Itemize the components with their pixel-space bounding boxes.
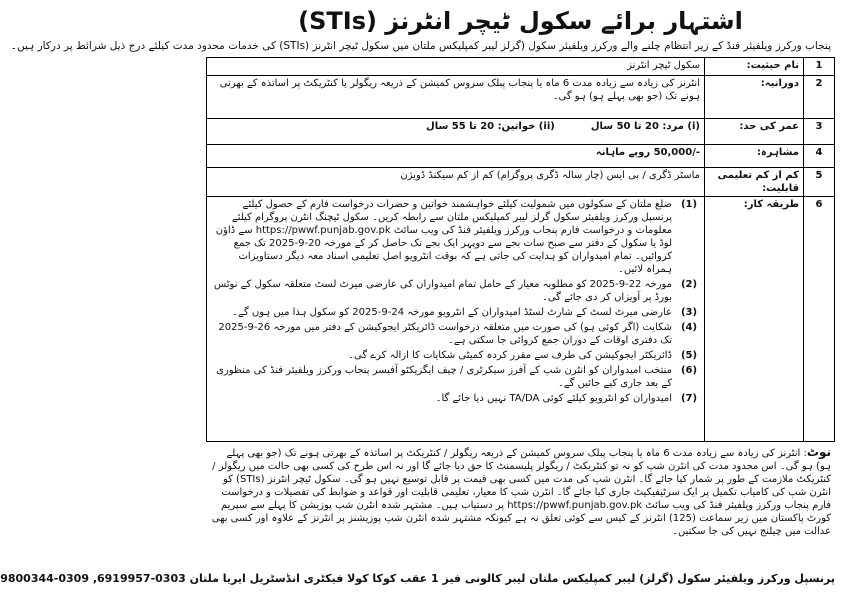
table-row: [207, 145, 835, 168]
row-number: 1: [804, 58, 835, 76]
step-index: (5): [680, 350, 698, 361]
age-limit-male: (i) مرد: 20 تا 50 سال: [590, 121, 700, 132]
list-item: [211, 198, 700, 276]
list-item: [211, 321, 700, 347]
row-label: کم از کم تعلیمی قابلیت:: [705, 168, 804, 197]
table-row: [207, 119, 835, 145]
list-item: [211, 364, 700, 390]
note-text: سکول ٹیچر انٹرنز (STIs) کو انٹرن شپ کی کامیاب تکمیل پر ایک سرٹیفیکیٹ جاری کیا جائے گا۔ انٹرن شپ کا معیار، تعلیمی قابلیت اور قواعد و ضوابط کی تفصیلات و درخواست فارم پنجاب ورکرز ویلفیئر فنڈ کی ویب سائٹ https://pwwf.punjab.gov.pk پر دستیاب ہیں۔: [221, 474, 831, 511]
step-index: (4): [680, 322, 698, 333]
note-label: نوٹ: [806, 445, 831, 459]
row-label: نام حیثیت:: [705, 58, 804, 76]
row-value: انٹرنز کی زیادہ سے زیادہ مدت 6 ماہ یا پنجاب پبلک سروس کمیشن کے ذریعہ ریگولر یا کنٹریکٹ پر اساتذہ کے بھرتی ہونے تک (جو بھی پہلے ہو) ہو گی۔: [207, 76, 705, 119]
row-value: -/50,000 روپے ماہانہ: [207, 145, 705, 168]
step-index: (1): [680, 199, 698, 210]
row-label: طریقہ کار:: [705, 197, 804, 442]
list-item: [211, 392, 700, 405]
table-row: [207, 58, 835, 76]
procedure-cell: [207, 197, 705, 442]
row-label: مشاہرہ:: [705, 145, 804, 168]
note-text: انٹرنز کی زیادہ سے زیادہ مدت 6 ماہ یا پنجاب پبلک سروس کمیشن کے ذریعہ ریگولر / کنٹریکٹ پر اساتذہ کے بھرتی ہونے تک (جو بھی پہلے ہو) ہو گی۔ اس محدود مدت کی انٹرن شپ کو نہ تو کنٹریکٹ / ریگولر پلیسمنٹ کا حق دیا جائے گا اور نہ اس طرح کی کسی بھی حالت میں ریگولر / کنٹریکٹ ملازمت کے طور پر شمار کیا جائے گا۔ انٹرن شپ کی مدت میں کسی بھی قیمت پر قابل توسیع نہیں ہو گی۔: [212, 448, 831, 485]
contact-footer: پرنسپل ورکرز ویلفیئر سکول (گرلز) لیبر کمپلیکس ملتان لیبر کالونی فیز 1 عقب کوکا کولا فیکٹری انڈسٹریل ایریا ملتان 0303-6919957, 0309-9800344: [0, 572, 835, 585]
note-section: نوٹ: انٹرنز کی زیادہ سے زیادہ مدت 6 ماہ یا پنجاب پبلک سروس کمیشن کے ذریعہ ریگولر / کنٹریکٹ پر اساتذہ کے بھرتی ہونے تک (جو بھی پہلے ہو) ہو گی۔ اس محدود مدت کی انٹرن شپ کو نہ تو کنٹریکٹ / ریگولر پلیسمنٹ کا حق دیا جائے گا اور نہ اس طرح کی کسی بھی حالت میں ریگولر / کنٹریکٹ ملازمت کے طور پر شمار کیا جائے گا۔ انٹرن شپ کی مدت میں کسی بھی قیمت پر قابل توسیع نہیں ہو گی۔ سکول ٹیچر انٹرنز (STIs) کو انٹرن شپ کی کامیاب تکمیل پر ایک سرٹیفیکیٹ جاری کیا جائے گا۔ انٹرن شپ کا معیار، تعلیمی قابلیت اور قواعد و ضوابط کی تفصیلات و درخواست فارم پنجاب ورکرز ویلفیئر فنڈ کی ویب سائٹ https://pwwf.punjab.gov.pk پر دستیاب ہیں۔ مشتہر شدہ انٹرن شپ پوزیشن کا پہلے سے سپریم کورٹ پاکستان میں زیر سماعت (125) انٹرنز کے کیس سے کوئی تعلق نہ ہے کیونکہ مشتہر شدہ انٹرن شپ پوزیشنز پر انٹرنز کے علاوہ اور کسی بھی عدالت میں چیلنج نہیں کی جا سکتیں۔: [211, 445, 831, 537]
step-index: (6): [680, 365, 698, 376]
step-text: امیدواران کو انٹرویو کیلئے کوئی TA/DA نہیں دیا جائے گا۔: [435, 393, 672, 404]
row-number: 6: [804, 197, 835, 442]
list-item: [211, 349, 700, 362]
headline: اشتہار برائے سکول ٹیچر انٹرنز (STIs): [298, 7, 743, 35]
step-text: ڈائریکٹر ایجوکیشن کی طرف سے مقرر کردہ کمیٹی شکایات کا ازالہ کرے گی۔: [348, 350, 672, 361]
list-item: [211, 278, 700, 304]
table-row: [207, 168, 835, 197]
row-number: 4: [804, 145, 835, 168]
step-text: ضلع ملتان کے سکولوں میں شمولیت کیلئے خواہشمند خواتین و حضرات درخواست فارم کے حصول کیلئے پرنسپل ورکرز ویلفیئر سکول گرلز لیبر کمپلیکس ملتان سے رابطہ کریں۔ سکول ٹیچنگ انٹرن پروگرام کیلئے معلومات و درخواست فارم پنجاب ورکرز ویلفیئر فنڈ کی ویب سائٹ https://pwwf.punjab.gov.pk سے ڈاؤن لوڈ یا سکول کے دفتر سے صبح سات بجے سے دوپہر ایک بجے تک حاصل کر کے مورخہ 20-9-2025 تک جمع کروائیں۔ تمام امیدواران کو ہدایت کی جاتی ہے کہ بوقت انٹرویو اصل تعلیمی اسناد معہ دیگر دستاویزات ہمراہ لائیں۔: [215, 199, 672, 275]
age-limit-female: (ii) خواتین: 20 تا 55 سال: [426, 121, 555, 132]
table-row: [207, 197, 835, 442]
step-index: (7): [680, 393, 698, 404]
step-text: عارضی میرٹ لسٹ کے شارٹ لسٹڈ امیدواران کے انٹرویو مورخہ 24-9-2025 کو سکول ہذا میں ہوں گے۔: [232, 307, 672, 318]
row-number: 5: [804, 168, 835, 197]
step-text: منتخب امیدواران کو انٹرن شپ کے آفرز سیکرٹری / چیف ایگزیکٹو آفیسر پنجاب ورکرز ویلفیئر فنڈ کی منظوری کے بعد جاری کیے جائیں گے۔: [216, 365, 672, 389]
row-value: سکول ٹیچر انٹرنز: [207, 58, 705, 76]
step-index: (3): [680, 307, 698, 318]
table-row: [207, 76, 835, 119]
intro-text: پنجاب ورکرز ویلفیئر فنڈ کے زیر انتظام چلنے والے ورکرز ویلفیئر سکول (گرلز لیبر کمپلیکس ملتان میں سکول ٹیچر انٹرنز (STIs) کی خدمات محدود مدت کیلئے درج ذیل شرائط پر درکار ہیں۔: [10, 40, 831, 52]
procedure-list: [211, 198, 700, 405]
row-label: عمر کی حد:: [705, 119, 804, 145]
row-number: 2: [804, 76, 835, 119]
row-label: دورانیہ:: [705, 76, 804, 119]
terms-table: [206, 57, 835, 442]
row-value: ماسٹر ڈگری / بی ایس (چار سالہ ڈگری پروگرام) کم از کم سیکنڈ ڈویژن: [207, 168, 705, 197]
row-number: 3: [804, 119, 835, 145]
step-index: (2): [680, 279, 698, 290]
row-value: [207, 119, 705, 145]
step-text: مورخہ 22-9-2025 کو مطلوبہ معیار کے حامل تمام امیدواران کی عارضی میرٹ لسٹ متعلقہ سکول کے نوٹس بورڈ پر آویزاں کر دی جائے گی۔: [214, 279, 672, 303]
list-item: [211, 306, 700, 319]
note-text: مشتہر شدہ انٹرن شپ پوزیشن کا پہلے سے سپریم کورٹ پاکستان میں زیر سماعت (125) انٹرنز کے کیس سے کوئی تعلق نہ ہے کیونکہ مشتہر شدہ انٹرن شپ پوزیشنز پر انٹرنز کے علاوہ اور کسی بھی عدالت میں چیلنج نہیں کی جا سکتیں۔: [211, 500, 831, 537]
step-text: شکایت (اگر کوئی ہو) کی صورت میں متعلقہ درخواست ڈائریکٹر ایجوکیشن کے دفتر میں مورخہ 26-9-2025 تک دفتری اوقات کے دوران جمع کروائی جا سکتی ہے۔: [218, 322, 672, 346]
